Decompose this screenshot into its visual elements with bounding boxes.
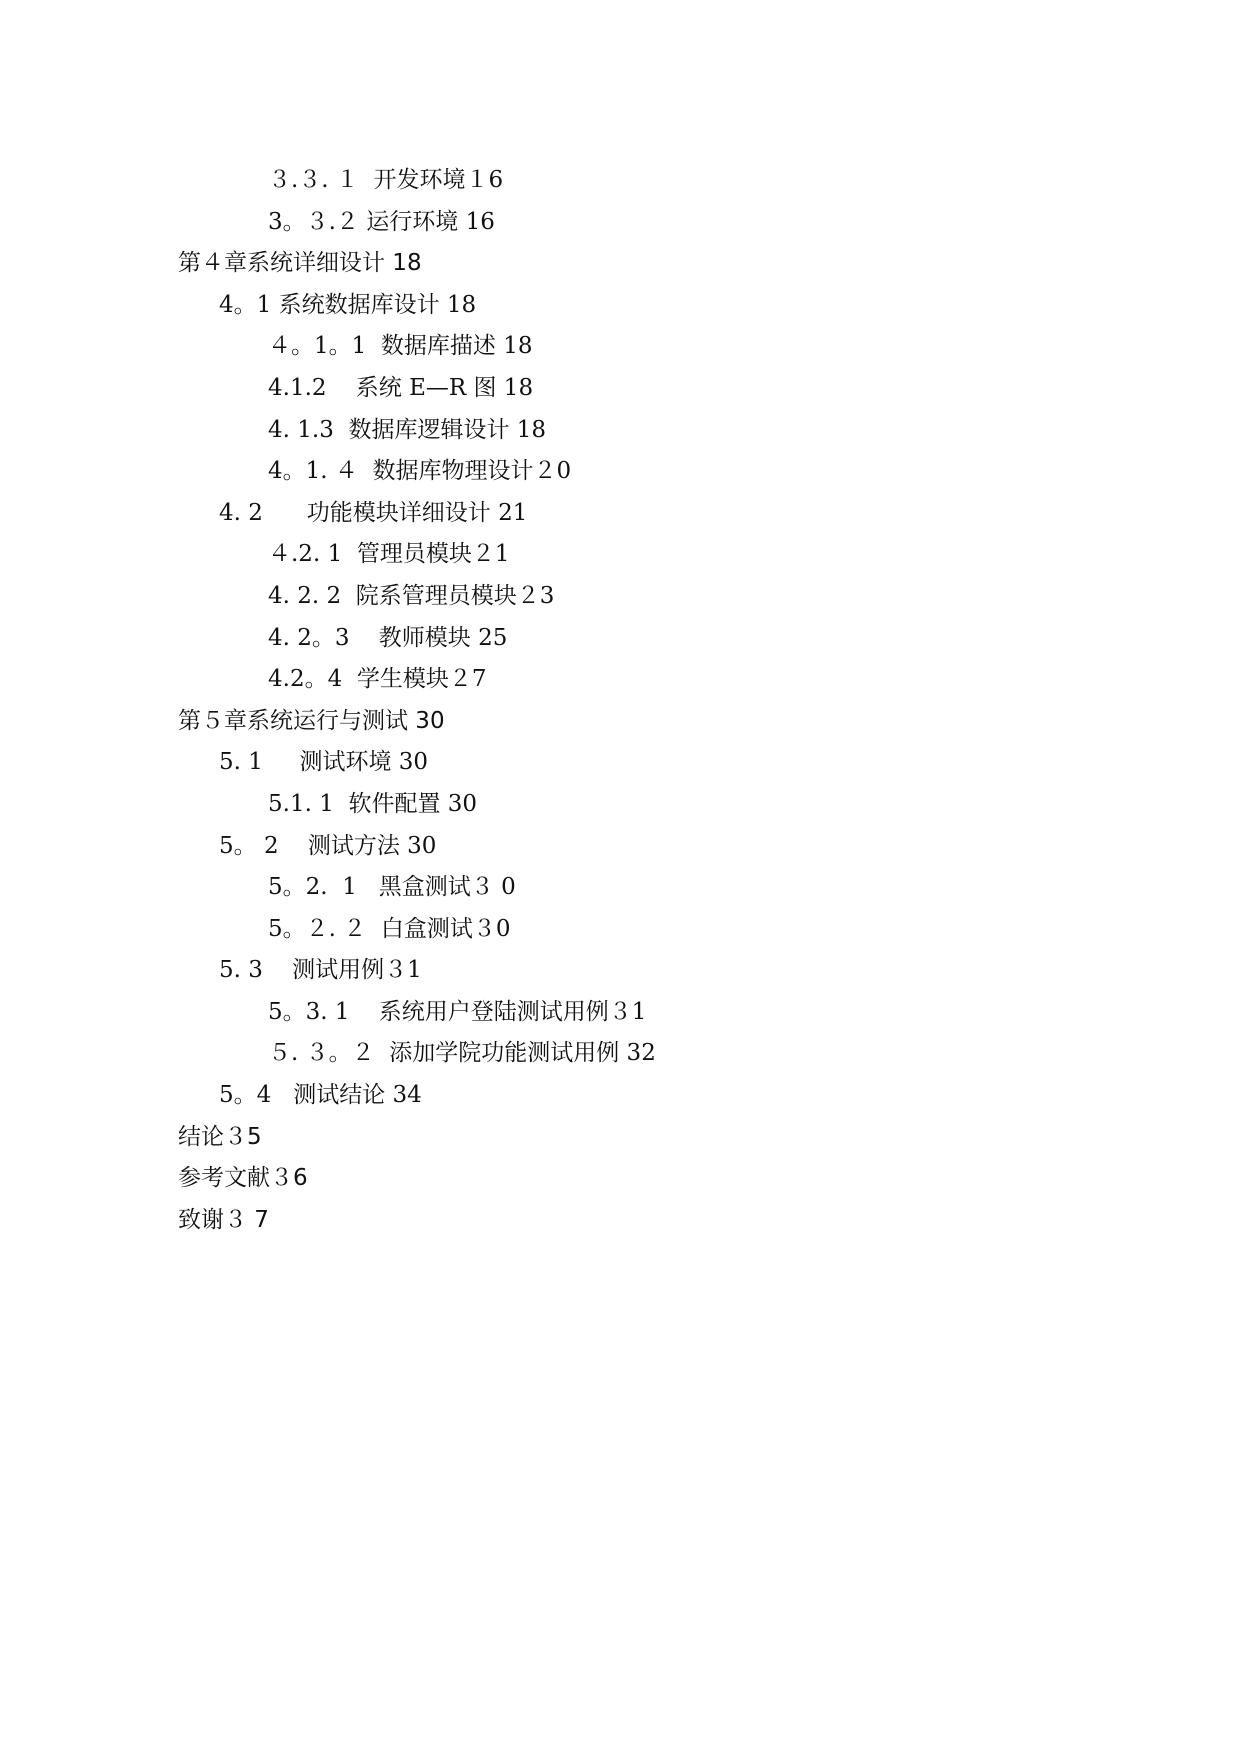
table-of-contents <box>0 160 1241 1241</box>
toc-entry-5-2-2: 5。２. ２ 白盒测试３0 <box>268 915 511 942</box>
toc-entry-3-3-2: 3。３.２ 运行环境 16 <box>268 208 495 235</box>
toc-entry-5-3-1: 5。3. 1 系统用户登陆测试用例３1 <box>268 998 647 1025</box>
toc-entry-5-2: 5。 2 测试方法 30 <box>219 832 437 859</box>
toc-entry-5-3-2: ５. ３。２ 添加学院功能测试用例 32 <box>268 1040 656 1067</box>
toc-entry-4-2-1: ４.2. 1 管理员模块２1 <box>268 541 510 568</box>
toc-entry-4-2-4: 4.2。4 学生模块２7 <box>268 666 487 693</box>
toc-entry-4-1-3: 4. 1.3 数据库逻辑设计 18 <box>268 416 547 443</box>
toc-chapter-4: 第４章系统详细设计 18 <box>178 250 422 277</box>
toc-entry-4-1: 4。1 系统数据库设计 18 <box>219 291 477 318</box>
toc-entry-4-2-2: 4. 2. 2 院系管理员模块２3 <box>268 582 555 609</box>
toc-entry-3-3-1: ３.３. １ 开发环境１6 <box>268 167 504 193</box>
toc-references: 参考文献３6 <box>178 1165 308 1192</box>
toc-acknowledgements: 致谢３ 7 <box>178 1206 269 1233</box>
toc-entry-4-1-1: ４。1。1 数据库描述 18 <box>268 333 533 360</box>
toc-entry-4-1-2: 4.1.2 系统 E—R 图 18 <box>268 374 534 401</box>
toc-entry-4-2: 4. 2 功能模块详细设计 21 <box>219 499 528 526</box>
toc-entry-4-2-3: 4. 2。3 教师模块 25 <box>268 624 508 651</box>
toc-entry-5-2-1: 5。2. 1 黑盒测试３ 0 <box>268 874 516 901</box>
toc-conclusion: 结论３5 <box>178 1123 262 1150</box>
toc-chapter-5: 第５章系统运行与测试 30 <box>178 707 445 734</box>
toc-entry-5-1-1: 5.1. 1 软件配置 30 <box>268 790 478 817</box>
toc-entry-5-3: 5. 3 测试用例３1 <box>219 957 422 984</box>
toc-entry-4-1-4: 4。1. ４ 数据库物理设计２0 <box>268 458 572 485</box>
toc-entry-5-4: 5。4 测试结论 34 <box>219 1082 422 1109</box>
toc-entry-5-1: 5. 1 测试环境 30 <box>219 749 429 776</box>
